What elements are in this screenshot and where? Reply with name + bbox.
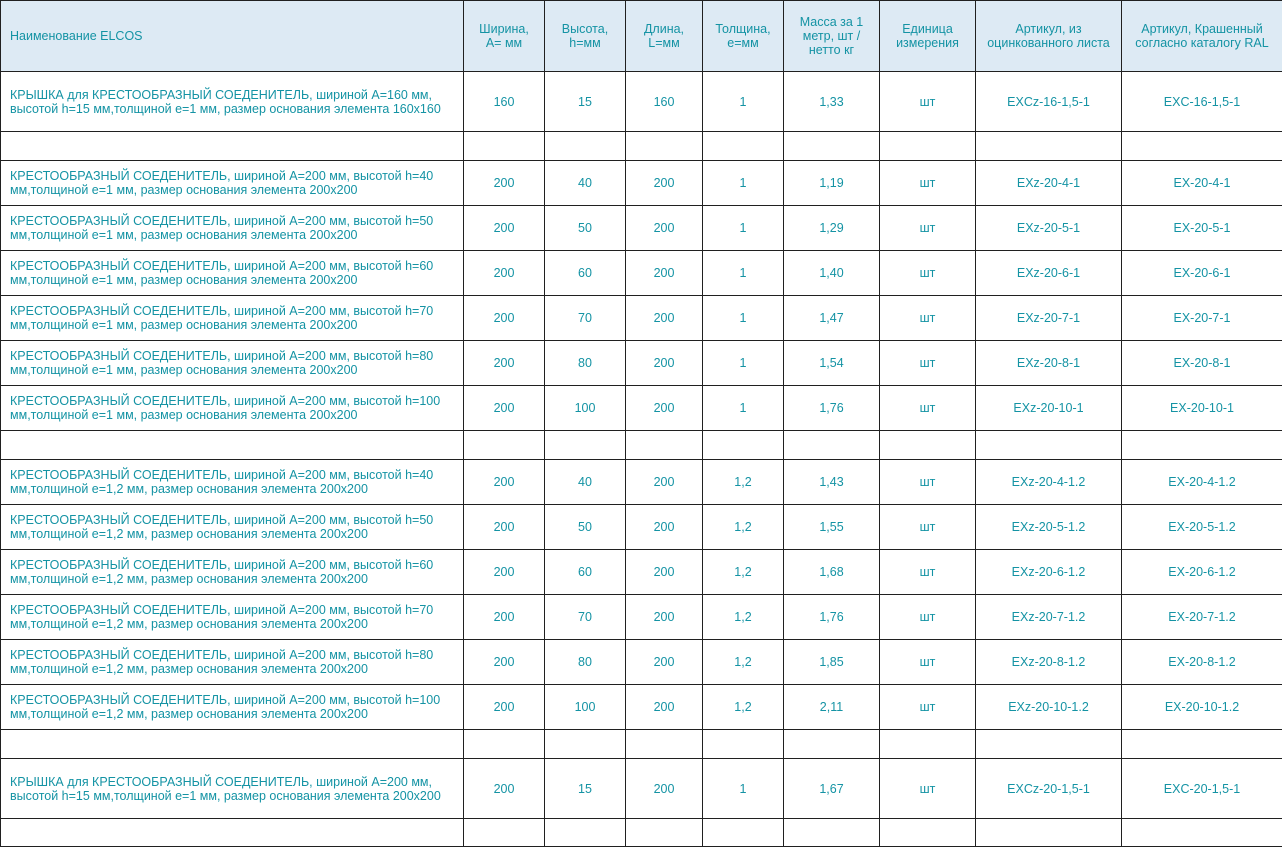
cell-article-ral: EX-20-4-1.2 xyxy=(1122,460,1282,505)
cell-mass: 1,85 xyxy=(784,640,880,685)
cell-article-ral: EX-20-7-1.2 xyxy=(1122,595,1282,640)
cell-mass: 1,76 xyxy=(784,595,880,640)
empty-spacer-row xyxy=(1,730,1282,759)
cell-article-zinc: EXz-20-4-1.2 xyxy=(976,460,1122,505)
cell-height xyxy=(545,730,626,759)
cell-article-ral: EX-20-7-1 xyxy=(1122,296,1282,341)
cell-length: 200 xyxy=(626,505,703,550)
cell-article-zinc xyxy=(976,730,1122,759)
cell-name: КРЕСТООБРАЗНЫЙ СОЕДЕНИТЕЛЬ, шириной А=200 мм, высотой h=60 мм,толщиной е=1,2 мм, размер основания элемента 200x200 xyxy=(1,550,464,595)
cell-unit xyxy=(880,132,976,161)
cell-height xyxy=(545,132,626,161)
cell-thickness: 1 xyxy=(703,251,784,296)
cell-thickness: 1,2 xyxy=(703,505,784,550)
cell-article-ral xyxy=(1122,431,1282,460)
cell-mass: 1,54 xyxy=(784,341,880,386)
cell-mass: 1,55 xyxy=(784,505,880,550)
cell-name: КРЕСТООБРАЗНЫЙ СОЕДЕНИТЕЛЬ, шириной А=200 мм, высотой h=40 мм,толщиной е=1 мм, размер основания элемента 200x200 xyxy=(1,161,464,206)
cell-name: КРЕСТООБРАЗНЫЙ СОЕДЕНИТЕЛЬ, шириной А=200 мм, высотой h=100 мм,толщиной е=1 мм, размер основания элемента 200x200 xyxy=(1,386,464,431)
cell-article-zinc: EXz-20-4-1 xyxy=(976,161,1122,206)
cell-thickness: 1,2 xyxy=(703,595,784,640)
cell-article-zinc: EXz-20-8-1.2 xyxy=(976,640,1122,685)
cell-width: 200 xyxy=(464,550,545,595)
cell-width xyxy=(464,431,545,460)
cell-mass xyxy=(784,819,880,847)
cell-width: 200 xyxy=(464,386,545,431)
cell-mass: 1,47 xyxy=(784,296,880,341)
cell-name: КРЕСТООБРАЗНЫЙ СОЕДЕНИТЕЛЬ, шириной А=200 мм, высотой h=70 мм,толщиной е=1,2 мм, размер основания элемента 200x200 xyxy=(1,595,464,640)
cell-unit: шт xyxy=(880,296,976,341)
cell-thickness: 1 xyxy=(703,341,784,386)
table-row xyxy=(1,759,1282,819)
cell-article-zinc: EXz-20-5-1 xyxy=(976,206,1122,251)
cell-article-zinc xyxy=(976,819,1122,847)
cell-length: 200 xyxy=(626,595,703,640)
cell-length xyxy=(626,730,703,759)
cell-length: 160 xyxy=(626,72,703,132)
table-row xyxy=(1,550,1282,595)
cell-name: КРЕСТООБРАЗНЫЙ СОЕДЕНИТЕЛЬ, шириной А=200 мм, высотой h=60 мм,толщиной е=1 мм, размер основания элемента 200x200 xyxy=(1,251,464,296)
cell-unit: шт xyxy=(880,161,976,206)
table-row xyxy=(1,296,1282,341)
cell-width: 160 xyxy=(464,72,545,132)
cell-article-ral: EX-20-8-1 xyxy=(1122,341,1282,386)
cell-unit: шт xyxy=(880,341,976,386)
cell-width: 200 xyxy=(464,759,545,819)
cell-height: 70 xyxy=(545,595,626,640)
cell-width xyxy=(464,132,545,161)
cell-width: 200 xyxy=(464,460,545,505)
table-row xyxy=(1,460,1282,505)
table-header-row xyxy=(1,1,1282,72)
cell-length xyxy=(626,132,703,161)
cell-unit: шт xyxy=(880,460,976,505)
cell-article-zinc: EXz-20-7-1.2 xyxy=(976,595,1122,640)
cell-article-ral: EX-20-6-1 xyxy=(1122,251,1282,296)
cell-name: КРЕСТООБРАЗНЫЙ СОЕДЕНИТЕЛЬ, шириной А=200 мм, высотой h=80 мм,толщиной е=1 мм, размер основания элемента 200x200 xyxy=(1,341,464,386)
cell-width: 200 xyxy=(464,595,545,640)
table-row xyxy=(1,685,1282,730)
cell-unit: шт xyxy=(880,206,976,251)
cell-name: КРЕСТООБРАЗНЫЙ СОЕДЕНИТЕЛЬ, шириной А=200 мм, высотой h=40 мм,толщиной е=1,2 мм, размер основания элемента 200x200 xyxy=(1,460,464,505)
cell-article-zinc: EXz-20-8-1 xyxy=(976,341,1122,386)
cell-article-ral xyxy=(1122,730,1282,759)
table-row xyxy=(1,251,1282,296)
cell-unit: шт xyxy=(880,72,976,132)
cell-article-zinc: EXz-20-6-1.2 xyxy=(976,550,1122,595)
cell-height: 15 xyxy=(545,759,626,819)
cell-length: 200 xyxy=(626,206,703,251)
cell-name: КРЕСТООБРАЗНЫЙ СОЕДЕНИТЕЛЬ, шириной А=200 мм, высотой h=50 мм,толщиной е=1,2 мм, размер основания элемента 200x200 xyxy=(1,505,464,550)
cell-name xyxy=(1,730,464,759)
cell-length: 200 xyxy=(626,161,703,206)
cell-height: 50 xyxy=(545,505,626,550)
cell-article-ral: EX-20-6-1.2 xyxy=(1122,550,1282,595)
cell-thickness: 1 xyxy=(703,759,784,819)
cell-article-zinc: EXCz-20-1,5-1 xyxy=(976,759,1122,819)
cell-height: 40 xyxy=(545,460,626,505)
cell-unit xyxy=(880,730,976,759)
cell-mass: 2,11 xyxy=(784,685,880,730)
cell-article-zinc xyxy=(976,132,1122,161)
table-row xyxy=(1,386,1282,431)
table-row xyxy=(1,161,1282,206)
cell-unit: шт xyxy=(880,640,976,685)
cell-article-ral: EX-20-4-1 xyxy=(1122,161,1282,206)
cell-thickness: 1 xyxy=(703,386,784,431)
cell-thickness: 1 xyxy=(703,206,784,251)
cell-length: 200 xyxy=(626,640,703,685)
cell-length: 200 xyxy=(626,341,703,386)
cell-length: 200 xyxy=(626,460,703,505)
cell-article-ral: EX-20-10-1.2 xyxy=(1122,685,1282,730)
cell-mass: 1,76 xyxy=(784,386,880,431)
cell-article-ral: EXC-20-1,5-1 xyxy=(1122,759,1282,819)
cell-article-zinc: EXz-20-7-1 xyxy=(976,296,1122,341)
cell-width: 200 xyxy=(464,161,545,206)
cell-name: КРЕСТООБРАЗНЫЙ СОЕДЕНИТЕЛЬ, шириной А=200 мм, высотой h=80 мм,толщиной е=1,2 мм, размер основания элемента 200x200 xyxy=(1,640,464,685)
cell-length: 200 xyxy=(626,251,703,296)
cell-thickness: 1 xyxy=(703,161,784,206)
cell-name: КРЕСТООБРАЗНЫЙ СОЕДЕНИТЕЛЬ, шириной А=200 мм, высотой h=100 мм,толщиной е=1,2 мм, размер основания элемента 200x200 xyxy=(1,685,464,730)
cell-unit: шт xyxy=(880,505,976,550)
cell-unit: шт xyxy=(880,759,976,819)
cell-article-zinc xyxy=(976,431,1122,460)
cell-mass xyxy=(784,730,880,759)
cell-name: КРЕСТООБРАЗНЫЙ СОЕДЕНИТЕЛЬ, шириной А=200 мм, высотой h=50 мм,толщиной е=1 мм, размер основания элемента 200x200 xyxy=(1,206,464,251)
cell-height: 80 xyxy=(545,341,626,386)
cell-thickness: 1 xyxy=(703,72,784,132)
cell-height xyxy=(545,819,626,847)
cell-height xyxy=(545,431,626,460)
cell-thickness xyxy=(703,431,784,460)
cell-unit xyxy=(880,431,976,460)
cell-thickness: 1,2 xyxy=(703,460,784,505)
column-header-length: Длина, L=мм xyxy=(626,1,703,72)
cell-length: 200 xyxy=(626,550,703,595)
cell-thickness xyxy=(703,819,784,847)
cell-height: 100 xyxy=(545,685,626,730)
cell-width xyxy=(464,819,545,847)
cell-mass: 1,67 xyxy=(784,759,880,819)
cell-unit: шт xyxy=(880,685,976,730)
cell-name: КРЫШКА для КРЕСТООБРАЗНЫЙ СОЕДЕНИТЕЛЬ, шириной А=160 мм, высотой h=15 мм,толщиной е=1 мм, размер основания элемента 160x160 xyxy=(1,72,464,132)
table-row xyxy=(1,505,1282,550)
cell-height: 60 xyxy=(545,550,626,595)
cell-width: 200 xyxy=(464,640,545,685)
cell-article-ral: EXC-16-1,5-1 xyxy=(1122,72,1282,132)
cell-name xyxy=(1,431,464,460)
cell-mass: 1,40 xyxy=(784,251,880,296)
cell-unit: шт xyxy=(880,251,976,296)
column-header-mass: Масса за 1 метр, шт / нетто кг xyxy=(784,1,880,72)
cell-name: КРЫШКА для КРЕСТООБРАЗНЫЙ СОЕДЕНИТЕЛЬ, шириной А=200 мм, высотой h=15 мм,толщиной е=1 мм, размер основания элемента 200x200 xyxy=(1,759,464,819)
column-header-article-ral: Артикул, Крашенный согласно каталогу RAL xyxy=(1122,1,1282,72)
column-header-height: Высота, h=мм xyxy=(545,1,626,72)
cell-width xyxy=(464,730,545,759)
column-header-width: Ширина, А= мм xyxy=(464,1,545,72)
cell-thickness: 1,2 xyxy=(703,685,784,730)
cell-article-ral: EX-20-5-1 xyxy=(1122,206,1282,251)
cell-width: 200 xyxy=(464,251,545,296)
table-row xyxy=(1,72,1282,132)
cell-width: 200 xyxy=(464,505,545,550)
empty-spacer-row xyxy=(1,431,1282,460)
cell-name xyxy=(1,819,464,847)
cell-width: 200 xyxy=(464,296,545,341)
cell-height: 15 xyxy=(545,72,626,132)
table-row xyxy=(1,640,1282,685)
cell-article-ral xyxy=(1122,819,1282,847)
cell-length xyxy=(626,431,703,460)
cell-height: 80 xyxy=(545,640,626,685)
cell-height: 40 xyxy=(545,161,626,206)
cell-unit: шт xyxy=(880,550,976,595)
cell-article-zinc: EXz-20-5-1.2 xyxy=(976,505,1122,550)
cell-unit xyxy=(880,819,976,847)
cell-mass: 1,33 xyxy=(784,72,880,132)
cell-length xyxy=(626,819,703,847)
empty-spacer-row xyxy=(1,819,1282,847)
cell-height: 70 xyxy=(545,296,626,341)
cell-thickness: 1,2 xyxy=(703,640,784,685)
cell-height: 100 xyxy=(545,386,626,431)
cell-thickness: 1,2 xyxy=(703,550,784,595)
cell-name: КРЕСТООБРАЗНЫЙ СОЕДЕНИТЕЛЬ, шириной А=200 мм, высотой h=70 мм,толщиной е=1 мм, размер основания элемента 200x200 xyxy=(1,296,464,341)
table-row xyxy=(1,206,1282,251)
column-header-name: Наименование ELCOS xyxy=(1,1,464,72)
cell-unit: шт xyxy=(880,386,976,431)
cell-height: 60 xyxy=(545,251,626,296)
cell-article-ral: EX-20-5-1.2 xyxy=(1122,505,1282,550)
cell-mass xyxy=(784,431,880,460)
column-header-unit: Единица измерения xyxy=(880,1,976,72)
cell-length: 200 xyxy=(626,685,703,730)
cell-article-zinc: EXCz-16-1,5-1 xyxy=(976,72,1122,132)
empty-spacer-row xyxy=(1,132,1282,161)
cell-article-zinc: EXz-20-10-1.2 xyxy=(976,685,1122,730)
column-header-article-zinc: Артикул, из оцинкованного листа xyxy=(976,1,1122,72)
cell-name xyxy=(1,132,464,161)
table-row xyxy=(1,341,1282,386)
cell-height: 50 xyxy=(545,206,626,251)
cell-length: 200 xyxy=(626,386,703,431)
cell-unit: шт xyxy=(880,595,976,640)
cell-article-ral: EX-20-10-1 xyxy=(1122,386,1282,431)
cell-article-zinc: EXz-20-6-1 xyxy=(976,251,1122,296)
cell-mass: 1,19 xyxy=(784,161,880,206)
cell-article-ral xyxy=(1122,132,1282,161)
cell-mass: 1,68 xyxy=(784,550,880,595)
cell-thickness xyxy=(703,730,784,759)
cell-mass xyxy=(784,132,880,161)
cell-length: 200 xyxy=(626,759,703,819)
column-header-thickness: Толщина, е=мм xyxy=(703,1,784,72)
cell-width: 200 xyxy=(464,341,545,386)
cell-mass: 1,43 xyxy=(784,460,880,505)
cell-length: 200 xyxy=(626,296,703,341)
table-row xyxy=(1,595,1282,640)
cell-thickness: 1 xyxy=(703,296,784,341)
cell-thickness xyxy=(703,132,784,161)
cell-article-zinc: EXz-20-10-1 xyxy=(976,386,1122,431)
cell-width: 200 xyxy=(464,206,545,251)
cell-mass: 1,29 xyxy=(784,206,880,251)
cell-article-ral: EX-20-8-1.2 xyxy=(1122,640,1282,685)
cell-width: 200 xyxy=(464,685,545,730)
